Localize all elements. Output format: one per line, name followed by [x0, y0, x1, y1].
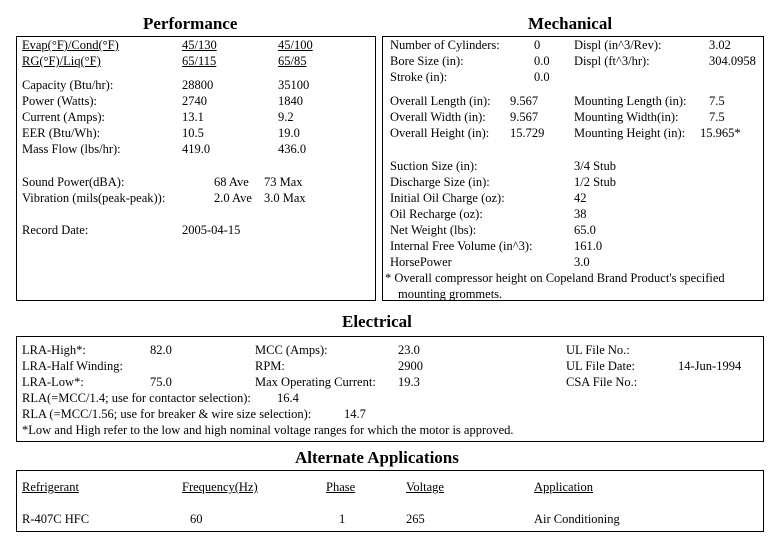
- col-header-frequency: Frequency(Hz): [182, 480, 258, 494]
- perf-row-v2: 35100: [278, 78, 310, 92]
- perf-row-v1: 2740: [182, 94, 207, 108]
- perf-header-v1: 45/130: [182, 38, 217, 52]
- oil-recharge-value: 38: [574, 207, 587, 221]
- row-phase: 1: [339, 512, 346, 526]
- perf-header-label: RG(°F)/Liq(°F): [22, 54, 101, 68]
- record-date-value: 2005-04-15: [182, 223, 241, 237]
- perf-row-v1: 419.0: [182, 142, 211, 156]
- overall-width-label: Overall Width (in):: [390, 110, 486, 124]
- rla-breaker-value: 14.7: [344, 407, 366, 421]
- perf-row-label: Power (Watts):: [22, 94, 98, 108]
- bore-label: Bore Size (in):: [390, 54, 464, 68]
- displ-rev-label: Displ (in^3/Rev):: [574, 38, 662, 52]
- perf-header-label: Evap(°F)/Cond(°F): [22, 38, 119, 52]
- lra-half-label: LRA-Half Winding:: [22, 359, 123, 373]
- cylinders-value: 0: [534, 38, 541, 52]
- perf-row-label: Mass Flow (lbs/hr):: [22, 142, 121, 156]
- record-date-label: Record Date:: [22, 223, 89, 237]
- sound-power-label: Sound Power(dBA):: [22, 175, 125, 189]
- row-refrigerant: R-407C HFC: [22, 512, 90, 526]
- rla-contactor-label: RLA(=MCC/1.4; use for contactor selection):: [22, 391, 251, 405]
- suction-size-label: Suction Size (in):: [390, 159, 478, 173]
- perf-row-label: Current (Amps):: [22, 110, 105, 124]
- overall-height-label: Overall Height (in):: [390, 126, 490, 140]
- mechanical-footnote-cont: mounting grommets.: [398, 287, 503, 301]
- alternate-title: Alternate Applications: [295, 448, 459, 467]
- perf-row-v1: 10.5: [182, 126, 204, 140]
- sound-power-ave: 68 Ave: [214, 175, 249, 189]
- free-volume-value: 161.0: [574, 239, 603, 253]
- bore-value: 0.0: [534, 54, 550, 68]
- mounting-width-label: Mounting Width(in):: [574, 110, 679, 124]
- perf-row-v2: 9.2: [278, 110, 294, 124]
- vibration-label: Vibration (mils(peak-peak)):: [22, 191, 166, 205]
- perf-header-v1: 65/115: [182, 54, 217, 68]
- horsepower-value: 3.0: [574, 255, 590, 269]
- overall-length-value: 9.567: [510, 94, 539, 108]
- perf-row-v2: 1840: [278, 94, 303, 108]
- discharge-size-label: Discharge Size (in):: [390, 175, 490, 189]
- col-header-voltage: Voltage: [406, 480, 444, 494]
- free-volume-label: Internal Free Volume (in^3):: [390, 239, 533, 253]
- mounting-height-label: Mounting Height (in):: [574, 126, 686, 140]
- lra-low-label: LRA-Low*:: [22, 375, 84, 389]
- mcc-value: 23.0: [398, 343, 420, 357]
- alternate-box: [16, 470, 764, 532]
- stroke-label: Stroke (in):: [390, 70, 448, 84]
- perf-row-label: EER (Btu/Wh):: [22, 126, 101, 140]
- mcc-label: MCC (Amps):: [255, 343, 328, 357]
- perf-row-v2: 436.0: [278, 142, 307, 156]
- cylinders-label: Number of Cylinders:: [390, 38, 500, 52]
- mechanical-title: Mechanical: [528, 14, 613, 33]
- mounting-width-value: 7.5: [709, 110, 725, 124]
- col-header-refrigerant: Refrigerant: [22, 480, 79, 494]
- net-weight-value: 65.0: [574, 223, 596, 237]
- perf-header-v2: 45/100: [278, 38, 313, 52]
- lra-high-value: 82.0: [150, 343, 172, 357]
- perf-row-v1: 13.1: [182, 110, 204, 124]
- oil-recharge-label: Oil Recharge (oz):: [390, 207, 483, 221]
- row-frequency: 60: [190, 512, 203, 526]
- ul-file-date-label: UL File Date:: [566, 359, 635, 373]
- csa-file-no-label: CSA File No.:: [566, 375, 638, 389]
- sound-power-max: 73 Max: [264, 175, 303, 189]
- performance-title: Performance: [143, 14, 238, 33]
- row-application: Air Conditioning: [534, 512, 620, 526]
- ul-file-date-value: 14-Jun-1994: [678, 359, 742, 373]
- rpm-label: RPM:: [255, 359, 285, 373]
- electrical-title: Electrical: [342, 312, 412, 331]
- lra-low-value: 75.0: [150, 375, 172, 389]
- rpm-value: 2900: [398, 359, 423, 373]
- perf-row-v1: 28800: [182, 78, 214, 92]
- max-current-value: 19.3: [398, 375, 420, 389]
- rla-breaker-label: RLA (=MCC/1.56; use for breaker & wire size selection):: [22, 407, 312, 421]
- displ-hr-value: 304.0958: [709, 54, 756, 68]
- mechanical-footnote: * Overall compressor height on Copeland Brand Product's specified: [385, 271, 725, 285]
- mounting-length-value: 7.5: [709, 94, 725, 108]
- col-header-application: Application: [534, 480, 594, 494]
- performance-box: [16, 36, 376, 301]
- displ-rev-value: 3.02: [709, 38, 731, 52]
- mounting-height-value: 15.965*: [700, 126, 741, 140]
- horsepower-label: HorsePower: [390, 255, 452, 269]
- discharge-size-value: 1/2 Stub: [574, 175, 617, 189]
- mounting-length-label: Mounting Length (in):: [574, 94, 687, 108]
- oil-charge-value: 42: [574, 191, 587, 205]
- overall-length-label: Overall Length (in):: [390, 94, 491, 108]
- perf-row-v2: 19.0: [278, 126, 300, 140]
- col-header-phase: Phase: [326, 480, 356, 494]
- ul-file-no-label: UL File No.:: [566, 343, 630, 357]
- vibration-ave: 2.0 Ave: [214, 191, 252, 205]
- stroke-value: 0.0: [534, 70, 550, 84]
- perf-row-label: Capacity (Btu/hr):: [22, 78, 114, 92]
- lra-high-label: LRA-High*:: [22, 343, 86, 357]
- displ-hr-label: Displ (ft^3/hr):: [574, 54, 650, 68]
- perf-header-v2: 65/85: [278, 54, 307, 68]
- max-current-label: Max Operating Current:: [255, 375, 376, 389]
- vibration-max: 3.0 Max: [264, 191, 306, 205]
- net-weight-label: Net Weight (lbs):: [390, 223, 477, 237]
- row-voltage: 265: [406, 512, 425, 526]
- suction-size-value: 3/4 Stub: [574, 159, 617, 173]
- rla-contactor-value: 16.4: [277, 391, 299, 405]
- overall-height-value: 15.729: [510, 126, 545, 140]
- overall-width-value: 9.567: [510, 110, 539, 124]
- electrical-footnote: *Low and High refer to the low and high nominal voltage ranges for which the motor is approved.: [22, 423, 514, 437]
- oil-charge-label: Initial Oil Charge (oz):: [390, 191, 505, 205]
